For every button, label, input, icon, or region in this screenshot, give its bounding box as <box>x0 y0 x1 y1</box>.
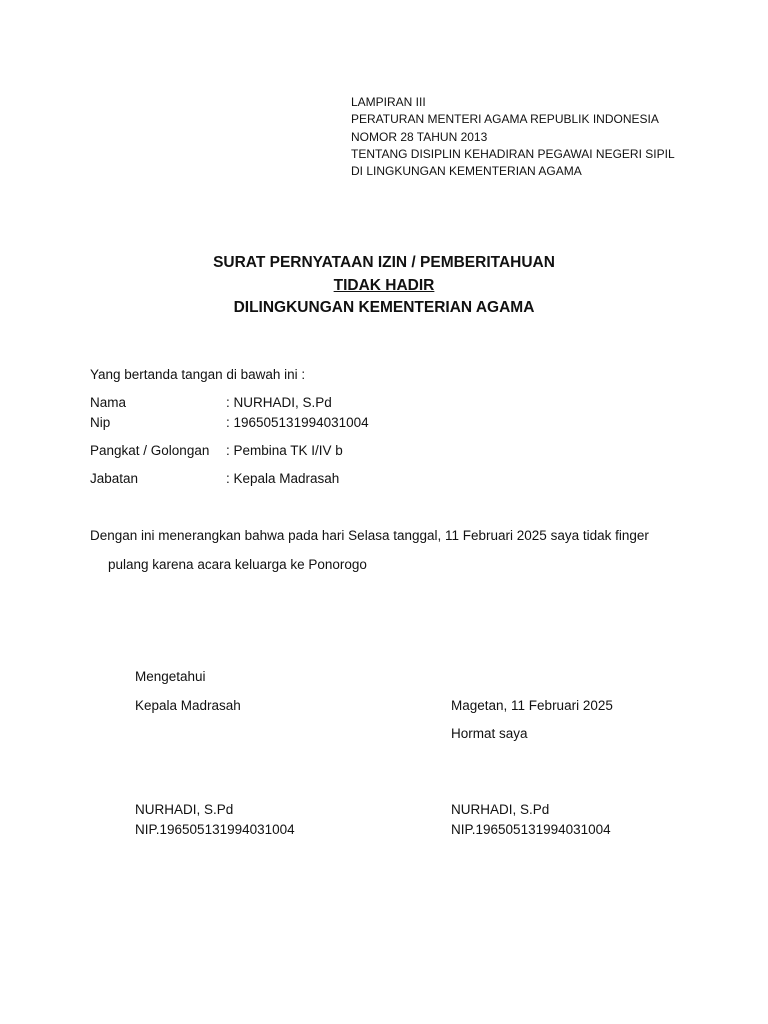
signer-right-name: NURHADI, S.Pd <box>451 802 550 817</box>
acknowledge-label: Mengetahui <box>135 669 206 684</box>
attachment-reference <box>351 94 675 180</box>
attachment-line: PERATURAN MENTERI AGAMA REPUBLIK INDONESIA <box>351 112 659 127</box>
attachment-line: NOMOR 28 TAHUN 2013 <box>351 129 488 144</box>
document-subtitle: DILINGKUNGAN KEMENTERIAN AGAMA <box>233 299 535 316</box>
signer-left-title: Kepala Madrasah <box>135 698 241 713</box>
statement-line: Dengan ini menerangkan bahwa pada hari Selasa tanggal, 11 Februari 2025 saya tidak finger <box>90 528 649 543</box>
document-subtitle-underlined: TIDAK HADIR <box>333 277 435 294</box>
signer-left-nip: NIP.196505131994031004 <box>135 822 295 837</box>
intro-text: Yang bertanda tangan di bawah ini : <box>90 367 306 382</box>
field-value-jabatan: : Kepala Madrasah <box>226 471 340 486</box>
field-value-nama: : NURHADI, S.Pd <box>226 395 332 410</box>
field-label-pangkat: Pangkat / Golongan <box>90 443 210 458</box>
signer-right-nip: NIP.196505131994031004 <box>451 822 611 837</box>
field-label-jabatan: Jabatan <box>90 471 139 486</box>
field-label-nama: Nama <box>90 395 127 410</box>
place-date: Magetan, 11 Februari 2025 <box>451 698 613 713</box>
statement-line: pulang karena acara keluarga ke Ponorogo <box>108 557 367 572</box>
field-value-pangkat: : Pembina TK I/IV b <box>226 443 343 458</box>
field-value-nip: : 196505131994031004 <box>226 415 369 430</box>
regards-label: Hormat saya <box>451 726 528 741</box>
field-label-nip: Nip <box>90 415 111 430</box>
signer-left-name: NURHADI, S.Pd <box>135 802 234 817</box>
attachment-line: DI LINGKUNGAN KEMENTERIAN AGAMA <box>351 164 582 179</box>
document-title: SURAT PERNYATAAN IZIN / PEMBERITAHUAN <box>213 254 555 271</box>
attachment-line: TENTANG DISIPLIN KEHADIRAN PEGAWAI NEGERI SIPIL <box>351 146 675 161</box>
attachment-line: LAMPIRAN III <box>351 95 426 109</box>
